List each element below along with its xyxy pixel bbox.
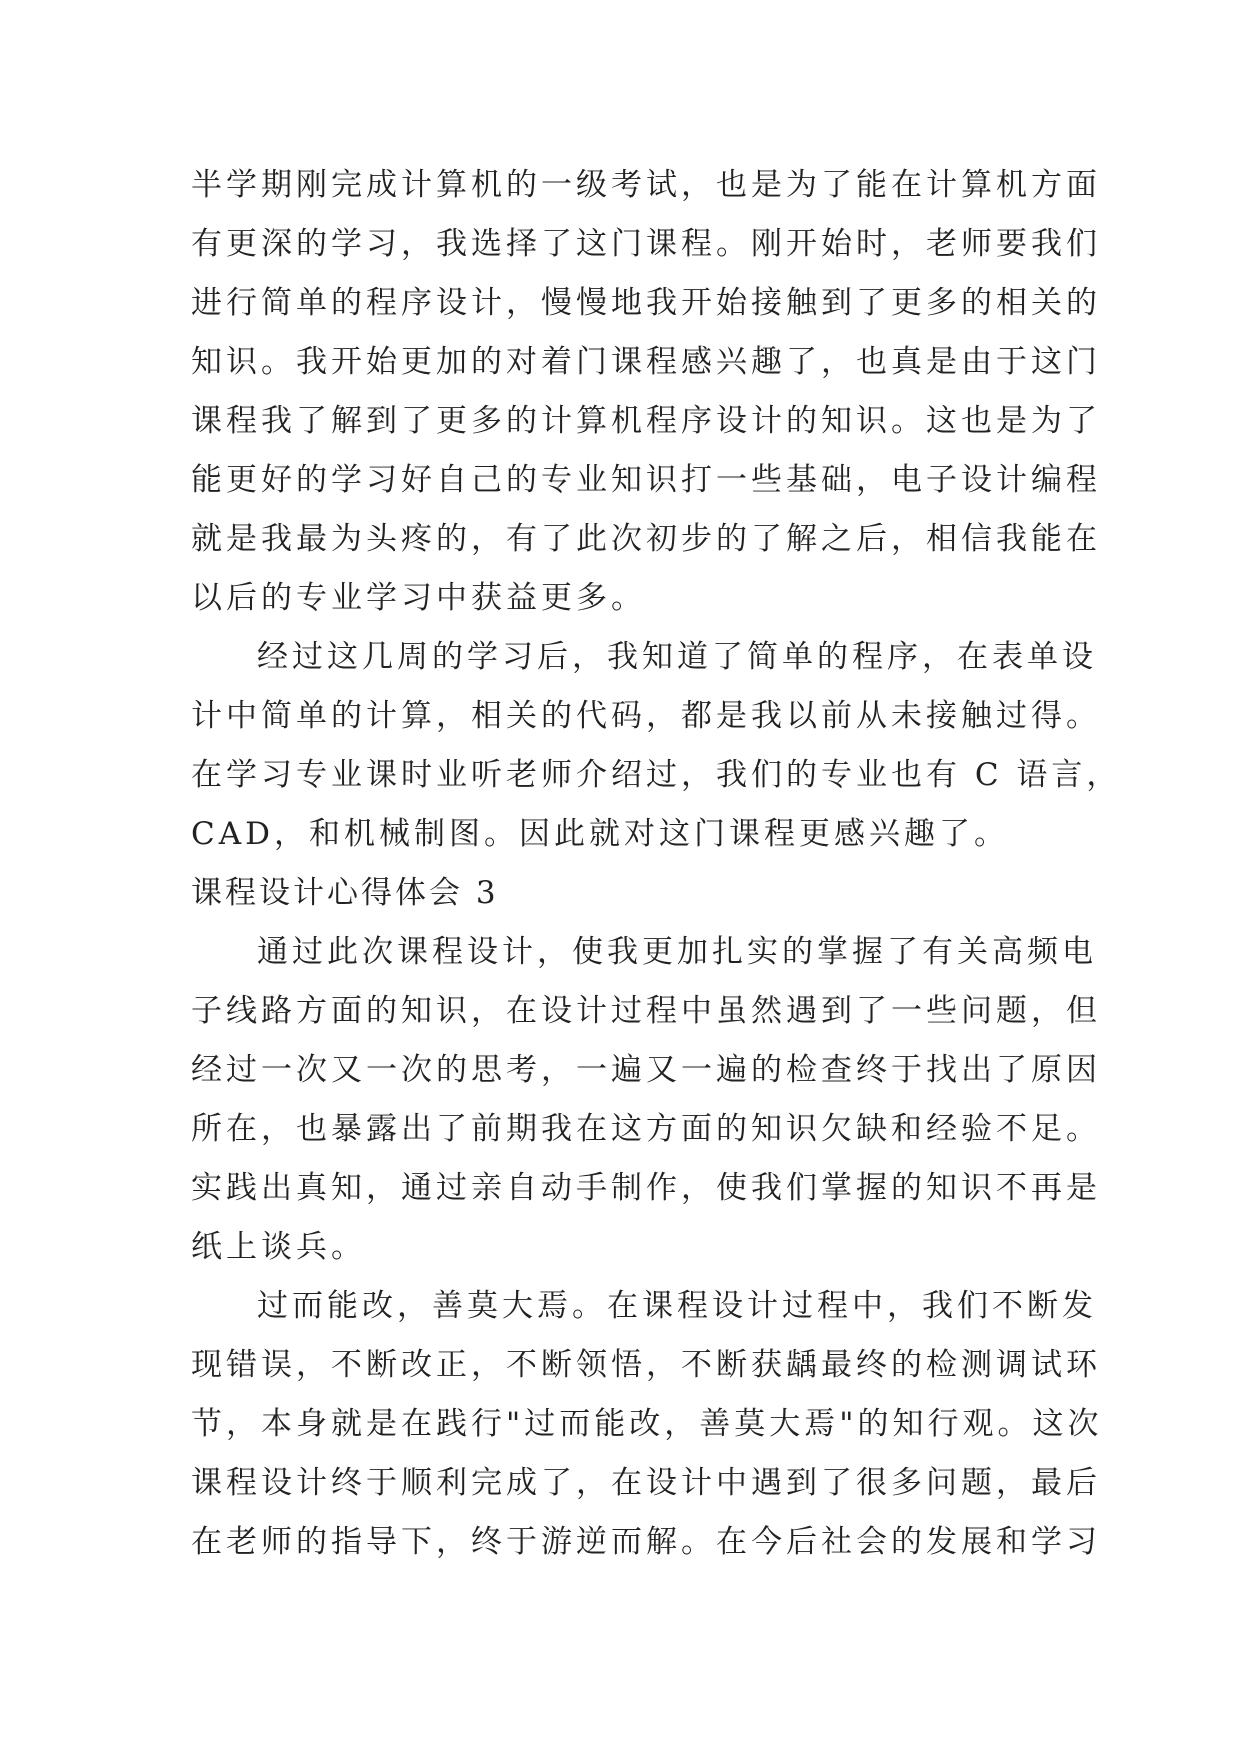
paragraph-first-line: 过而能改，善莫大焉。在课程设计过程中，我们不断发 bbox=[257, 1288, 1097, 1324]
text-line: CAD，和机械制图。因此就对这门课程更感兴趣了。 bbox=[191, 816, 1009, 852]
text-line: 进行简单的程序设计，慢慢地我开始接触到了更多的相关的 bbox=[191, 285, 1101, 321]
paragraph-first-line: 通过此次课程设计，使我更加扎实的掌握了有关高频电 bbox=[257, 934, 1097, 970]
text-line: 以后的专业学习中获益更多。 bbox=[191, 580, 646, 616]
text-line: 能更好的学习好自己的专业知识打一些基础，电子设计编程 bbox=[191, 462, 1101, 498]
text-line: 在老师的指导下，终于游逆而解。在今后社会的发展和学习 bbox=[191, 1524, 1101, 1560]
text-line: 课程设计终于顺利完成了，在设计中遇到了很多问题，最后 bbox=[191, 1465, 1101, 1501]
document-body bbox=[191, 156, 1122, 1572]
text-line: 所在，也暴露出了前期我在这方面的知识欠缺和经验不足。 bbox=[191, 1111, 1101, 1147]
text-line: 子线路方面的知识，在设计过程中虽然遇到了一些问题，但 bbox=[191, 993, 1101, 1029]
text-line: 经过一次又一次的思考，一遍又一遍的检查终于找出了原因 bbox=[191, 1052, 1101, 1088]
text-line: 在学习专业课时业听老师介绍过，我们的专业也有 C 语言， bbox=[191, 757, 1122, 793]
section-heading: 课程设计心得体会 3 bbox=[191, 875, 499, 911]
text-line: 知识。我开始更加的对着门课程感兴趣了，也真是由于这门 bbox=[191, 344, 1101, 380]
text-line: 课程我了解到了更多的计算机程序设计的知识。这也是为了 bbox=[191, 403, 1101, 439]
text-line: 就是我最为头疼的，有了此次初步的了解之后，相信我能在 bbox=[191, 521, 1101, 557]
text-line: 计中简单的计算，相关的代码，都是我以前从未接触过得。 bbox=[191, 698, 1101, 734]
text-line: 节，本身就是在践行"过而能改，善莫大焉"的知行观。这次 bbox=[191, 1406, 1103, 1442]
text-line: 实践出真知，通过亲自动手制作，使我们掌握的知识不再是 bbox=[191, 1170, 1101, 1206]
text-line: 半学期刚完成计算机的一级考试，也是为了能在计算机方面 bbox=[191, 167, 1101, 203]
paragraph-first-line: 经过这几周的学习后，我知道了简单的程序，在表单设 bbox=[257, 639, 1097, 675]
text-line: 纸上谈兵。 bbox=[191, 1229, 366, 1265]
text-line: 现错误，不断改正，不断领悟，不断获龋最终的检测调试环 bbox=[191, 1347, 1101, 1383]
text-line: 有更深的学习，我选择了这门课程。刚开始时，老师要我们 bbox=[191, 226, 1101, 262]
